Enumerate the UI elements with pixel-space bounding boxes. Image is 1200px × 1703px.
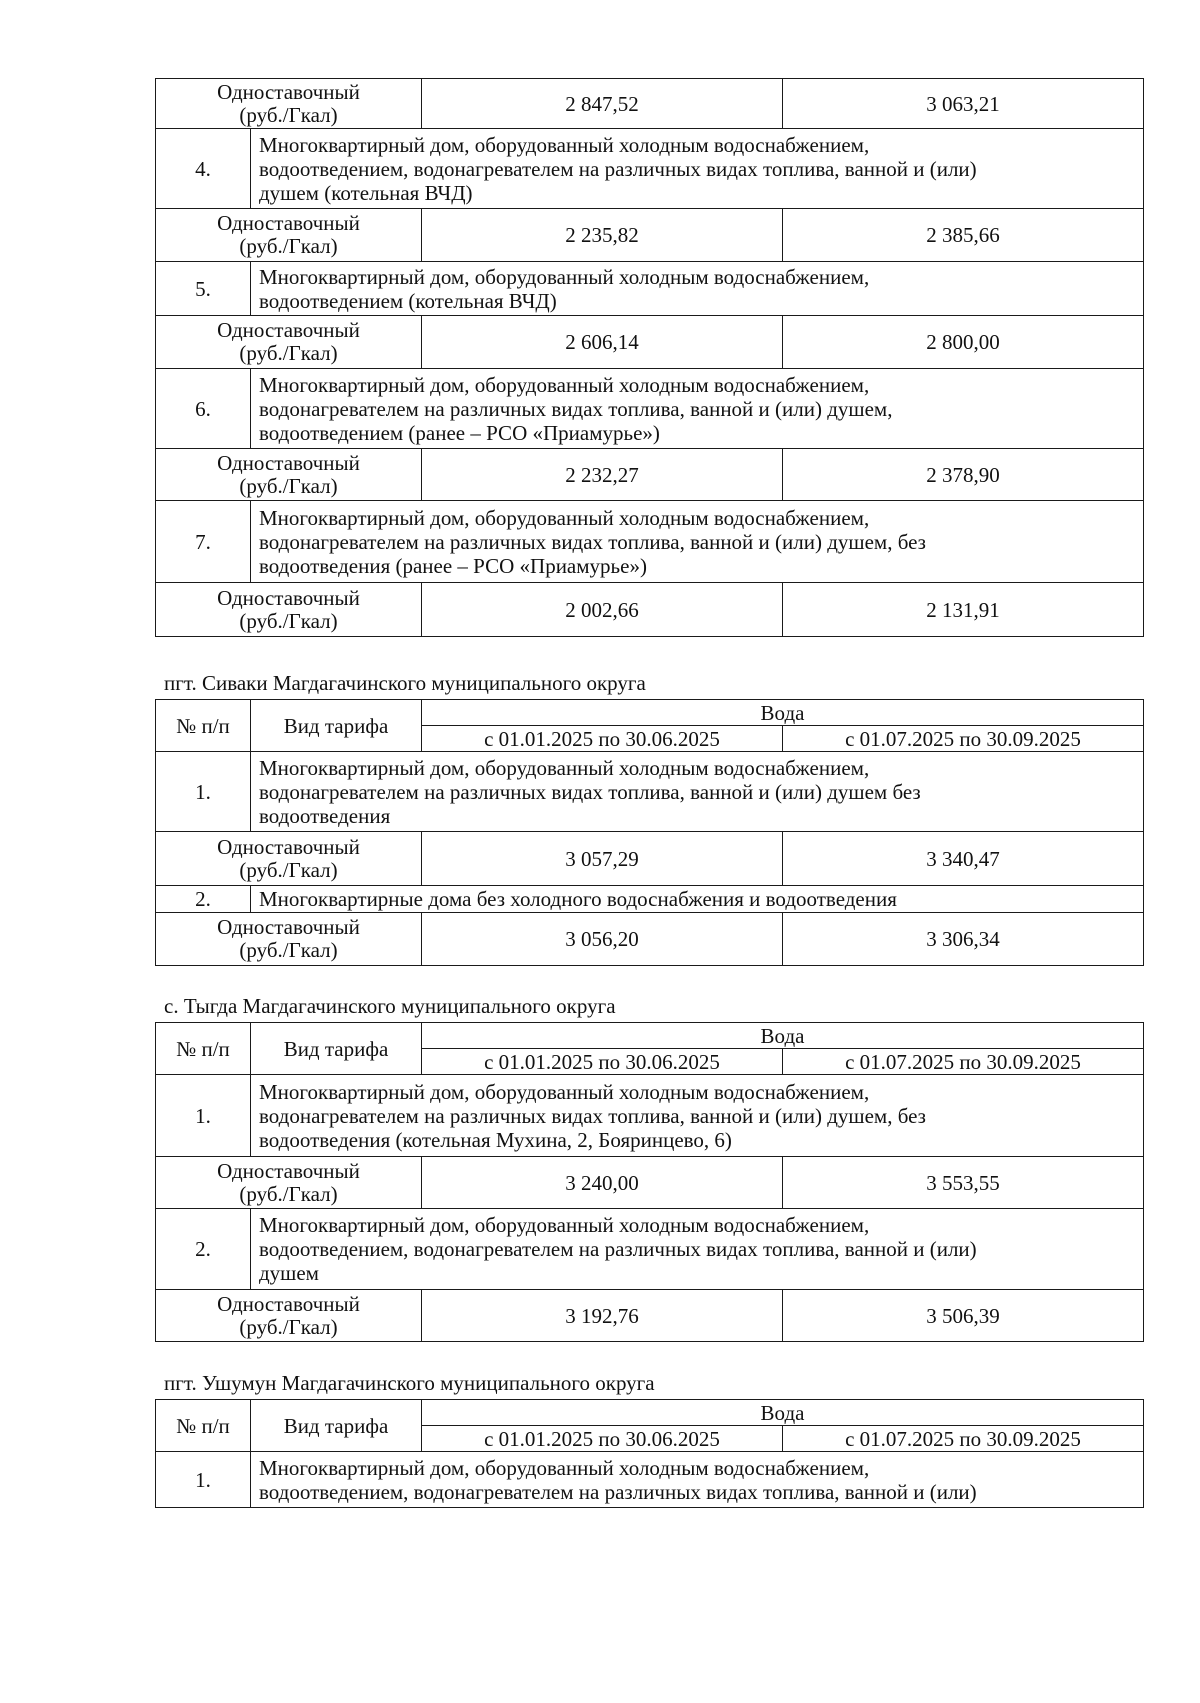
value-period2: 2 385,66 xyxy=(783,209,1144,262)
item-row xyxy=(156,1209,1144,1290)
rate-type-label: Одноставочный xyxy=(217,1291,360,1316)
item-row xyxy=(156,369,1144,449)
rate-unit-label: (руб./Гкал) xyxy=(239,1314,338,1339)
row-number: 5. xyxy=(156,262,251,316)
rate-type-label: Одноставочный xyxy=(217,915,360,939)
description-line: Многоквартирный дом, оборудованный холодным водоснабжением, xyxy=(259,505,870,530)
value-period2: 3 306,34 xyxy=(783,913,1144,966)
header-tariff: Вид тарифа xyxy=(251,700,422,752)
description-line: водоотведения (ранее – РСО «Приамурье») xyxy=(259,553,647,578)
item-description xyxy=(251,886,1144,913)
description-line: водоотведением, водонагревателем на различных видах топлива, ванной и (или) xyxy=(259,156,977,181)
row-number: 7. xyxy=(156,501,251,583)
description-line: водоотведения xyxy=(259,803,391,828)
value-period1: 2 232,27 xyxy=(422,449,783,501)
rate-type-label: Одноставочный xyxy=(217,585,360,610)
description-line: Многоквартирный дом, оборудованный холодным водоснабжением, xyxy=(259,1455,870,1480)
item-description xyxy=(251,129,1144,209)
item-row xyxy=(156,262,1144,316)
rate-type-cell xyxy=(156,913,422,966)
value-period1: 3 192,76 xyxy=(422,1290,783,1342)
rate-unit-label: (руб./Гкал) xyxy=(239,1181,338,1206)
row-number: 4. xyxy=(156,129,251,209)
rate-row xyxy=(156,209,1144,262)
header-period1: с 01.01.2025 по 30.06.2025 xyxy=(422,1049,783,1075)
description-line: водоотведением, водонагревателем на различных видах топлива, ванной и (или) xyxy=(259,1479,977,1504)
rate-type-cell xyxy=(156,1157,422,1209)
header-period2: с 01.07.2025 по 30.09.2025 xyxy=(783,1049,1144,1075)
section-caption-tygda: с. Тыгда Магдагачинского муниципального округа xyxy=(164,994,616,1018)
rate-row xyxy=(156,79,1144,129)
item-description xyxy=(251,1209,1144,1290)
value-period1: 2 235,82 xyxy=(422,209,783,262)
rate-type-label: Одноставочный xyxy=(217,79,360,104)
rate-row xyxy=(156,1290,1144,1342)
value-period2: 2 800,00 xyxy=(783,316,1144,369)
description-line: водоотведения (котельная Мухина, 2, Бояринцево, 6) xyxy=(259,1127,732,1152)
description-line: Многоквартирный дом, оборудованный холодным водоснабжением, xyxy=(259,372,870,397)
rate-type-cell xyxy=(156,1290,422,1342)
rate-type-label: Одноставочный xyxy=(217,318,360,342)
item-row xyxy=(156,1452,1144,1508)
item-row xyxy=(156,886,1144,913)
description-line: душем xyxy=(259,1261,319,1285)
row-number: 1. xyxy=(156,1452,251,1508)
section-caption-sivaki: пгт. Сиваки Магдагачинского муниципального округа xyxy=(164,671,646,695)
rate-unit-label: (руб./Гкал) xyxy=(239,234,338,258)
row-number: 2. xyxy=(156,1209,251,1290)
value-period2: 3 063,21 xyxy=(783,79,1144,129)
header-row xyxy=(156,1400,1144,1426)
rate-unit-label: (руб./Гкал) xyxy=(239,341,338,365)
tariff-table-tygda xyxy=(155,1022,1144,1342)
description-line: душем (котельная ВЧД) xyxy=(259,180,473,205)
header-water: Вода xyxy=(422,1023,1144,1049)
header-row xyxy=(156,700,1144,726)
header-period1: с 01.01.2025 по 30.06.2025 xyxy=(422,1426,783,1452)
rate-type-cell xyxy=(156,79,422,129)
rate-unit-label: (руб./Гкал) xyxy=(239,102,338,127)
rate-type-label: Одноставочный xyxy=(217,211,360,235)
description-line: Многоквартирный дом, оборудованный холодным водоснабжением, xyxy=(259,132,870,157)
value-period2: 2 131,91 xyxy=(783,583,1144,637)
rate-row xyxy=(156,316,1144,369)
item-description xyxy=(251,369,1144,449)
description-line: Многоквартирный дом, оборудованный холодным водоснабжением, xyxy=(259,1079,870,1104)
description-line: Многоквартирные дома без холодного водоснабжения и водоотведения xyxy=(259,887,897,911)
header-tariff: Вид тарифа xyxy=(251,1023,422,1075)
item-row xyxy=(156,501,1144,583)
description-line: водонагревателем на различных видах топлива, ванной и (или) душем, без xyxy=(259,1103,926,1128)
item-description xyxy=(251,262,1144,316)
rate-type-label: Одноставочный xyxy=(217,450,360,475)
header-num: № п/п xyxy=(156,1023,251,1075)
header-row xyxy=(156,1023,1144,1049)
rate-type-cell xyxy=(156,316,422,369)
row-number: 2. xyxy=(156,886,251,913)
rate-type-cell xyxy=(156,583,422,637)
rate-type-cell xyxy=(156,209,422,262)
item-row xyxy=(156,1075,1144,1157)
item-description xyxy=(251,501,1144,583)
value-period2: 2 378,90 xyxy=(783,449,1144,501)
value-period1: 3 056,20 xyxy=(422,913,783,966)
item-description xyxy=(251,752,1144,832)
tariff-table-ushumun xyxy=(155,1399,1144,1508)
description-line: водонагревателем на различных видах топлива, ванной и (или) душем без xyxy=(259,779,921,804)
rate-unit-label: (руб./Гкал) xyxy=(239,938,338,962)
rate-type-cell xyxy=(156,832,422,886)
header-period2: с 01.07.2025 по 30.09.2025 xyxy=(783,726,1144,752)
value-period1: 2 002,66 xyxy=(422,583,783,637)
rate-unit-label: (руб./Гкал) xyxy=(239,857,338,882)
value-period2: 3 553,55 xyxy=(783,1157,1144,1209)
rate-unit-label: (руб./Гкал) xyxy=(239,608,338,633)
rate-type-label: Одноставочный xyxy=(217,1158,360,1183)
rate-unit-label: (руб./Гкал) xyxy=(239,473,338,498)
item-row xyxy=(156,752,1144,832)
header-water: Вода xyxy=(422,1400,1144,1426)
value-period1: 2 847,52 xyxy=(422,79,783,129)
rate-row xyxy=(156,832,1144,886)
value-period1: 2 606,14 xyxy=(422,316,783,369)
row-number: 6. xyxy=(156,369,251,449)
description-line: водонагревателем на различных видах топлива, ванной и (или) душем, xyxy=(259,396,893,421)
item-description xyxy=(251,1075,1144,1157)
value-period2: 3 506,39 xyxy=(783,1290,1144,1342)
value-period2: 3 340,47 xyxy=(783,832,1144,886)
rate-row xyxy=(156,583,1144,637)
rate-type-label: Одноставочный xyxy=(217,834,360,859)
value-period1: 3 057,29 xyxy=(422,832,783,886)
header-period1: с 01.01.2025 по 30.06.2025 xyxy=(422,726,783,752)
description-line: Многоквартирный дом, оборудованный холодным водоснабжением, xyxy=(259,755,870,780)
section-caption-ushumun: пгт. Ушумун Магдагачинского муниципального округа xyxy=(164,1371,655,1395)
header-period2: с 01.07.2025 по 30.09.2025 xyxy=(783,1426,1144,1452)
item-row xyxy=(156,129,1144,209)
header-tariff: Вид тарифа xyxy=(251,1400,422,1452)
row-number: 1. xyxy=(156,752,251,832)
header-num: № п/п xyxy=(156,1400,251,1452)
rate-row xyxy=(156,1157,1144,1209)
description-line: водонагревателем на различных видах топлива, ванной и (или) душем, без xyxy=(259,529,926,554)
description-line: водоотведением, водонагревателем на различных видах топлива, ванной и (или) xyxy=(259,1237,977,1261)
value-period1: 3 240,00 xyxy=(422,1157,783,1209)
header-num: № п/п xyxy=(156,700,251,752)
tariff-table-continued xyxy=(155,78,1144,637)
description-line: Многоквартирный дом, оборудованный холодным водоснабжением, xyxy=(259,264,870,289)
tariff-table-sivaki xyxy=(155,699,1144,966)
row-number: 1. xyxy=(156,1075,251,1157)
description-line: водоотведением (котельная ВЧД) xyxy=(259,288,557,313)
header-water: Вода xyxy=(422,700,1144,726)
rate-row xyxy=(156,913,1144,966)
rate-row xyxy=(156,449,1144,501)
description-line: Многоквартирный дом, оборудованный холодным водоснабжением, xyxy=(259,1213,870,1237)
rate-type-cell xyxy=(156,449,422,501)
description-line: водоотведением (ранее – РСО «Приамурье») xyxy=(259,420,660,445)
item-description xyxy=(251,1452,1144,1508)
